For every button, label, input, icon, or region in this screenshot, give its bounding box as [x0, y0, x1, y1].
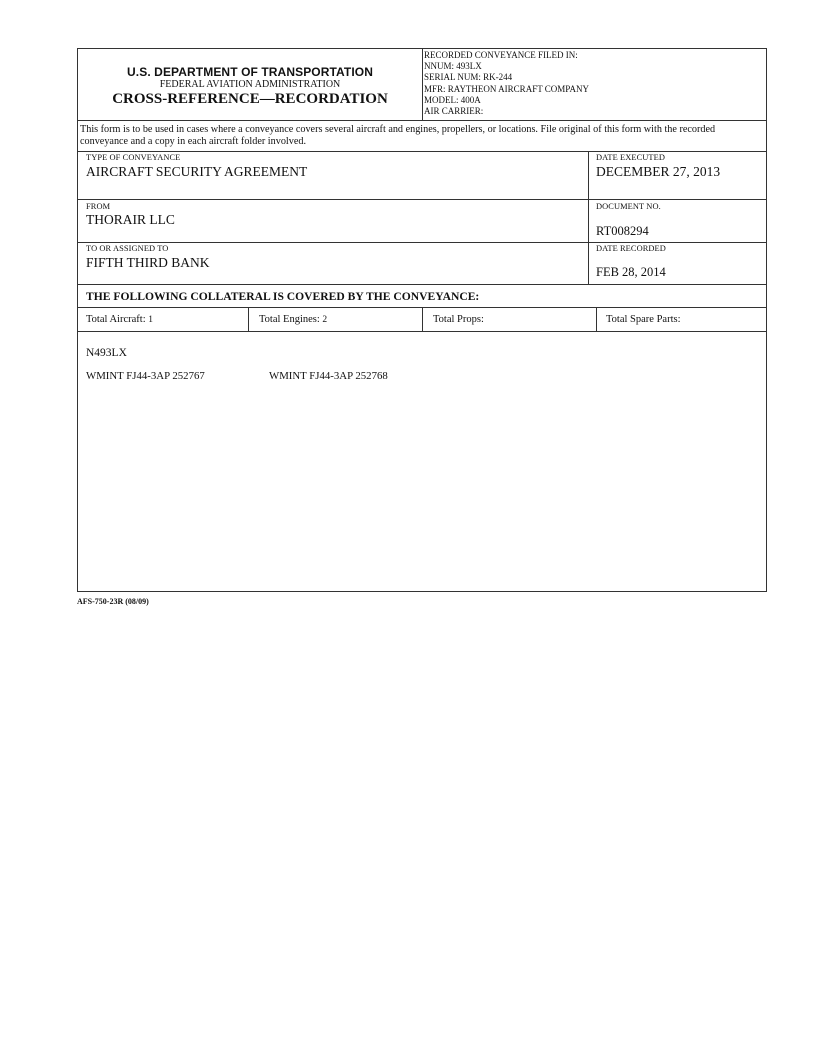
assignee-value: FIFTH THIRD BANK — [86, 255, 210, 270]
collateral-heading-row — [78, 285, 766, 308]
agency-name: FEDERAL AVIATION ADMINISTRATION — [159, 79, 341, 90]
from-label: FROM — [86, 202, 111, 211]
form-title: CROSS-REFERENCE—RECORDATION — [112, 91, 388, 107]
department-name: U.S. DEPARTMENT OF TRANSPORTATION — [127, 65, 373, 79]
form-instructions: This form is to be used in cases where a conveyance covers several aircraft and engines, propellers, or locations. File original of this form with the recorded conveyance and a copy in each aircraft folder involved. — [78, 121, 766, 152]
document-number-value: RT008294 — [596, 224, 649, 238]
total-engines-count: 2 — [322, 315, 328, 325]
cross-reference-form — [77, 48, 767, 592]
total-engines — [259, 314, 327, 325]
totals-divider — [596, 308, 597, 331]
document-number-label: DOCUMENT NO. — [596, 202, 661, 211]
model-value: MODEL: 400A — [424, 94, 481, 105]
air-carrier-value: AIR CARRIER: — [424, 106, 484, 117]
date-executed-value: DECEMBER 27, 2013 — [596, 164, 721, 179]
header-divider — [422, 49, 423, 120]
total-aircraft-count: 1 — [148, 315, 153, 325]
form-number: AFS-750-23R (08/09) — [77, 597, 149, 606]
totals-divider — [422, 308, 423, 331]
serial-value: SERIAL NUM: RK-244 — [424, 72, 513, 83]
row-divider — [588, 152, 589, 199]
date-executed-label: DATE EXECUTED — [596, 153, 665, 162]
assignee-label: TO OR ASSIGNED TO — [86, 244, 169, 253]
total-spare-parts-label: Total Spare Parts: — [606, 314, 681, 325]
from-row — [78, 200, 766, 243]
total-engines-label: Total Engines: — [259, 314, 320, 325]
conveyance-type-value: AIRCRAFT SECURITY AGREEMENT — [86, 164, 308, 179]
total-props-label: Total Props: — [433, 314, 484, 325]
collateral-heading: THE FOLLOWING COLLATERAL IS COVERED BY THE CONVEYANCE: — [86, 290, 480, 303]
row-divider — [588, 243, 589, 284]
collateral-items — [78, 332, 766, 591]
date-recorded-label: DATE RECORDED — [596, 244, 666, 253]
assignee-row — [78, 243, 766, 285]
recorded-conveyance-block — [424, 50, 589, 117]
agency-block — [78, 49, 422, 121]
totals-divider — [248, 308, 249, 331]
total-aircraft — [86, 314, 153, 325]
row-divider — [588, 200, 589, 242]
engine-entry: WMINT FJ44-3AP 252767 — [86, 370, 205, 382]
form-header — [78, 49, 766, 121]
conveyance-row — [78, 152, 766, 200]
conveyance-type-label: TYPE OF CONVEYANCE — [86, 153, 181, 162]
from-value: THORAIR LLC — [86, 212, 175, 227]
nnum-value: NNUM: 493LX — [424, 61, 482, 72]
recorded-heading: RECORDED CONVEYANCE FILED IN: — [424, 50, 578, 60]
totals-row — [78, 308, 766, 332]
total-aircraft-label: Total Aircraft: — [86, 314, 146, 325]
aircraft-registration: N493LX — [86, 347, 127, 359]
date-recorded-value: FEB 28, 2014 — [596, 265, 666, 279]
engine-entry: WMINT FJ44-3AP 252768 — [269, 370, 388, 382]
manufacturer-value: MFR: RAYTHEON AIRCRAFT COMPANY — [424, 83, 589, 94]
